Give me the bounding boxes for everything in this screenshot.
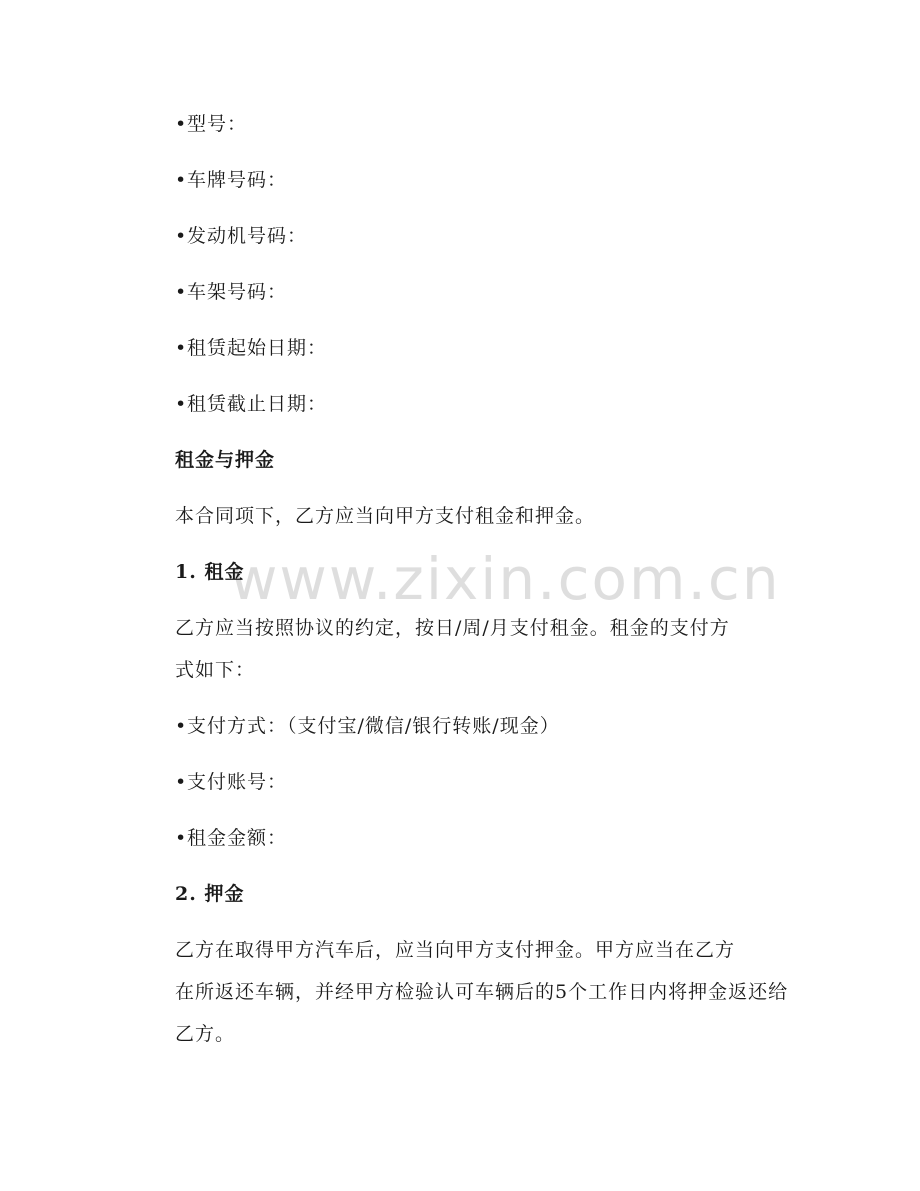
section-intro: 本合同项下，乙方应当向甲方支付租金和押金。 xyxy=(175,505,596,527)
bullet-icon: • xyxy=(175,715,188,737)
watermark: www.zixin.com.cn xyxy=(230,545,781,613)
list-item: •支付账号： xyxy=(175,768,287,796)
bullet-icon: • xyxy=(175,169,188,191)
rent-paragraph-line: 式如下： xyxy=(175,659,256,681)
deposit-heading: 2. 押金 xyxy=(175,883,245,905)
deposit-paragraph-line: 乙方。 xyxy=(175,1023,236,1045)
deposit-paragraph-line: 乙方在取得甲方汽车后，应当向甲方支付押金。甲方应当在乙方 xyxy=(175,939,736,961)
list-item: •租赁截止日期： xyxy=(175,390,327,418)
list-item: •租赁起始日期： xyxy=(175,334,327,362)
bullet-icon: • xyxy=(175,281,188,303)
list-item: •车架号码： xyxy=(175,278,287,306)
list-item: •车牌号码： xyxy=(175,166,287,194)
bullet-icon: • xyxy=(175,225,188,247)
list-item: •租金金额： xyxy=(175,824,287,852)
list-item: •发动机号码： xyxy=(175,222,307,250)
bullet-icon: • xyxy=(175,771,188,793)
bullet-icon: • xyxy=(175,393,188,415)
rent-paragraph-line: 乙方应当按照协议的约定，按日/周/月支付租金。租金的支付方 xyxy=(175,617,730,639)
bullet-icon: • xyxy=(175,827,188,849)
deposit-paragraph-line: 在所返还车辆，并经甲方检验认可车辆后的5个工作日内将押金返还给 xyxy=(175,981,789,1003)
rent-heading: 1. 租金 xyxy=(175,561,245,583)
list-item: •型号： xyxy=(175,110,247,138)
list-item: •支付方式：（支付宝/微信/银行转账/现金） xyxy=(175,712,560,740)
bullet-icon: • xyxy=(175,113,188,135)
section-heading: 租金与押金 xyxy=(175,449,276,471)
bullet-icon: • xyxy=(175,337,188,359)
